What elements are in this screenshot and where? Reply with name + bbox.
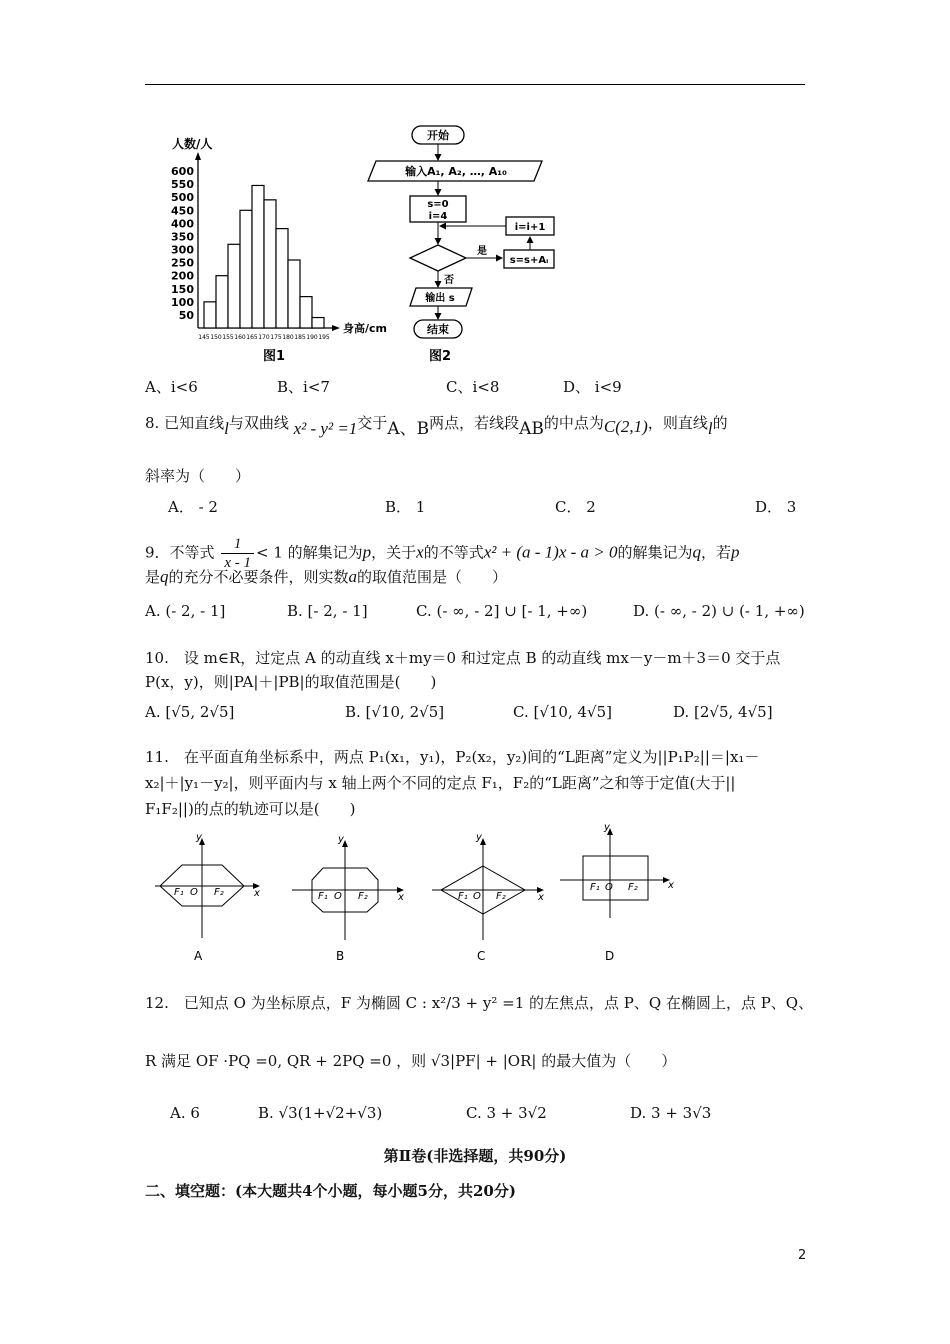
- histogram-bar-190: [312, 318, 324, 328]
- q7-option-d[interactable]: D、 i<9: [563, 378, 622, 396]
- q11-graph-c: [432, 832, 544, 963]
- q11-label-c: C: [477, 949, 486, 963]
- svg-text:y: y: [338, 834, 344, 845]
- histogram-bar-170: [264, 200, 276, 328]
- q11-graph-d: [560, 822, 674, 963]
- y-tick-label: 100: [171, 295, 194, 309]
- y-tick-label: 50: [178, 308, 194, 322]
- x-tick-label: 170: [258, 334, 270, 341]
- x-tick-label: 175: [270, 334, 282, 341]
- histogram-bar-145: [204, 302, 216, 328]
- q11-line3: F₁F₂||)的点的轨迹可以是( ): [145, 800, 356, 818]
- x-tick-label: 150: [210, 334, 222, 341]
- q7-option-b[interactable]: B、i<7: [277, 378, 330, 396]
- svg-text:O: O: [334, 891, 342, 902]
- q8-option-c[interactable]: C． 2: [555, 498, 596, 516]
- fig1-y-arrow: [195, 152, 201, 160]
- svg-text:x: x: [254, 888, 260, 899]
- svg-text:F₂: F₂: [628, 882, 638, 893]
- svg-text:F₂: F₂: [214, 887, 224, 898]
- q10-option-c[interactable]: C. [√10, 4√5]: [513, 703, 613, 721]
- svg-text:O: O: [473, 891, 481, 902]
- q8-line2: 斜率为（ ）: [145, 467, 251, 485]
- q12-option-c[interactable]: C. 3 + 3√2: [466, 1104, 547, 1122]
- histogram-bar-175: [276, 229, 288, 328]
- y-tick-label: 500: [171, 191, 194, 205]
- fig1-x-arrow: [332, 325, 340, 331]
- histogram-bar-180: [288, 260, 300, 328]
- y-tick-label: 200: [171, 269, 194, 283]
- q7-option-c[interactable]: C、i<8: [446, 378, 500, 396]
- y-tick-label: 250: [171, 256, 194, 270]
- flow-output-label: 输出 s: [425, 293, 455, 304]
- y-tick-label: 300: [171, 243, 194, 257]
- q12-option-d[interactable]: D. 3 + 3√3: [630, 1104, 712, 1122]
- q9-option-d[interactable]: D. (- ∞, - 2) ∪ (- 1, +∞): [633, 602, 805, 620]
- q11-graph-b: [292, 834, 404, 963]
- section2-heading: 二、填空题：(本大题共4个小题，每小题5分，共20分): [145, 1182, 516, 1200]
- svg-text:F₁: F₁: [590, 882, 600, 893]
- x-tick-label: 165: [246, 334, 258, 341]
- flow-input-label: 输入A₁, A₂, …, A₁₀: [405, 165, 507, 178]
- svg-text:F₂: F₂: [358, 891, 368, 902]
- q9-frac-num: 1: [221, 535, 254, 554]
- flow-no: 否: [444, 275, 454, 286]
- header-rule: [145, 84, 805, 85]
- y-tick-label: 600: [171, 165, 194, 179]
- q11-line1: 11. 在平面直角坐标系中，两点 P₁(x₁，y₁)，P₂(x₂，y₂)间的“L距离”定义为||P₁P₂||＝|x₁－: [145, 748, 760, 766]
- svg-text:F₁: F₁: [174, 887, 184, 898]
- q11-graphs: [140, 820, 700, 970]
- q11-label-d: D: [605, 949, 615, 963]
- q8-option-a[interactable]: A． - 2: [168, 498, 218, 516]
- q8-option-d[interactable]: D． 3: [755, 498, 797, 516]
- svg-text:x: x: [668, 880, 674, 891]
- x-tick-label: 155: [222, 334, 234, 341]
- fig2-flowchart: [364, 120, 564, 370]
- x-tick-label: 160: [234, 334, 246, 341]
- x-tick-label: 190: [306, 334, 318, 341]
- q9-option-b[interactable]: B. [- 2, - 1]: [287, 602, 368, 620]
- svg-text:y: y: [196, 832, 202, 843]
- y-tick-label: 350: [171, 230, 194, 244]
- q12-option-a[interactable]: A. 6: [170, 1104, 200, 1122]
- y-tick-label: 450: [171, 204, 194, 218]
- svg-text:y: y: [604, 822, 610, 833]
- q12-option-b[interactable]: B. √3(1+√2+√3): [258, 1104, 383, 1122]
- fig2-caption: 图2: [428, 349, 452, 364]
- histogram-bar-185: [300, 297, 312, 328]
- svg-text:y: y: [476, 832, 482, 843]
- svg-text:F₁: F₁: [458, 891, 468, 902]
- q12-line1: 12. 已知点 O 为坐标原点，F 为椭圆 C : x²/3 + y² =1 的左焦点，点 P、Q 在椭圆上，点 P、Q、: [145, 994, 814, 1012]
- q9-frac-den: x - 1: [224, 555, 251, 571]
- flow-inc-label: i=i+1: [514, 222, 546, 233]
- histogram-bar-165: [252, 185, 264, 328]
- q10-line2: P(x，y)，则|PA|＋|PB|的取值范围是( ): [145, 673, 437, 691]
- part2-heading: 第Ⅱ卷(非选择题，共90分): [383, 1147, 567, 1165]
- y-tick-label: 550: [171, 178, 194, 192]
- q11-label-a: A: [194, 949, 203, 963]
- x-tick-label: 185: [294, 334, 306, 341]
- fig1-xlabel: 身高/cm: [343, 322, 387, 335]
- flow-end-label: 结束: [427, 323, 449, 336]
- q9-option-a[interactable]: A. (- 2, - 1]: [145, 602, 226, 620]
- histogram-bar-160: [240, 210, 252, 328]
- q8-stem: 8. 已知直线l与双曲线 x² - y² =1交于A、B两点，若线段AB的中点为C(2,1)，则直线l的: [145, 414, 728, 439]
- q9-option-c[interactable]: C. (- ∞, - 2] ∪ [- 1, +∞): [416, 602, 588, 620]
- q10-option-a[interactable]: A. [√5, 2√5]: [145, 703, 235, 721]
- svg-text:O: O: [190, 887, 198, 898]
- q11-line2: x₂|＋|y₁－y₂|，则平面内与 x 轴上两个不同的定点 F₁，F₂的“L距离”之和等于定值(大于||: [145, 774, 736, 792]
- flow-init1: s=0: [427, 199, 449, 210]
- q7-option-a[interactable]: A、i<6: [145, 378, 198, 396]
- page-number: 2: [798, 1248, 807, 1263]
- svg-text:F₁: F₁: [318, 891, 328, 902]
- q10-option-b[interactable]: B. [√10, 2√5]: [345, 703, 445, 721]
- svg-text:x: x: [538, 892, 544, 903]
- svg-text:x: x: [398, 892, 404, 903]
- q9-line2: 是q的充分不必要条件，则实数a的取值范围是（ ）: [145, 567, 508, 586]
- flow-acc-label: s=s+Aᵢ: [509, 255, 549, 266]
- q10-line1: 10. 设 m∈R，过定点 A 的动直线 x＋my＝0 和过定点 B 的动直线 mx－y－m＋3＝0 交于点: [145, 649, 781, 667]
- q11-label-b: B: [336, 949, 345, 963]
- q10-option-d[interactable]: D. [2√5, 4√5]: [673, 703, 773, 721]
- histogram-bar-155: [228, 244, 240, 328]
- x-tick-label: 145: [198, 334, 210, 341]
- svg-text:F₂: F₂: [496, 891, 506, 902]
- fig1-caption: 图1: [263, 349, 286, 364]
- q12-line2: R 满足 OF ·PQ =0, QR + 2PQ =0 ，则 √3|PF| + |OR| 的最大值为（ ）: [145, 1052, 677, 1070]
- y-tick-label: 400: [171, 217, 194, 231]
- flow-start-label: 开始: [427, 129, 449, 142]
- histogram-bar-150: [216, 276, 228, 328]
- fig1-histogram: [148, 118, 398, 368]
- svg-text:O: O: [605, 882, 613, 893]
- flow-yes: 是: [477, 246, 487, 257]
- q8-option-b[interactable]: B． 1: [385, 498, 426, 516]
- x-tick-label: 195: [318, 334, 330, 341]
- q9-stem: 9．不等式 $\frac{1}{x - 1}$ < 1 的解集记为p，关于x的不等式x² + (a - 1)x - a > 0的解集记为q，若p: [145, 536, 740, 571]
- flow-init2: i=4: [428, 211, 448, 222]
- flow-decision: [410, 245, 466, 271]
- y-tick-label: 150: [171, 282, 194, 296]
- q11-graph-a: [155, 832, 260, 963]
- x-tick-label: 180: [282, 334, 294, 341]
- fig1-ylabel: 人数/人: [172, 137, 213, 151]
